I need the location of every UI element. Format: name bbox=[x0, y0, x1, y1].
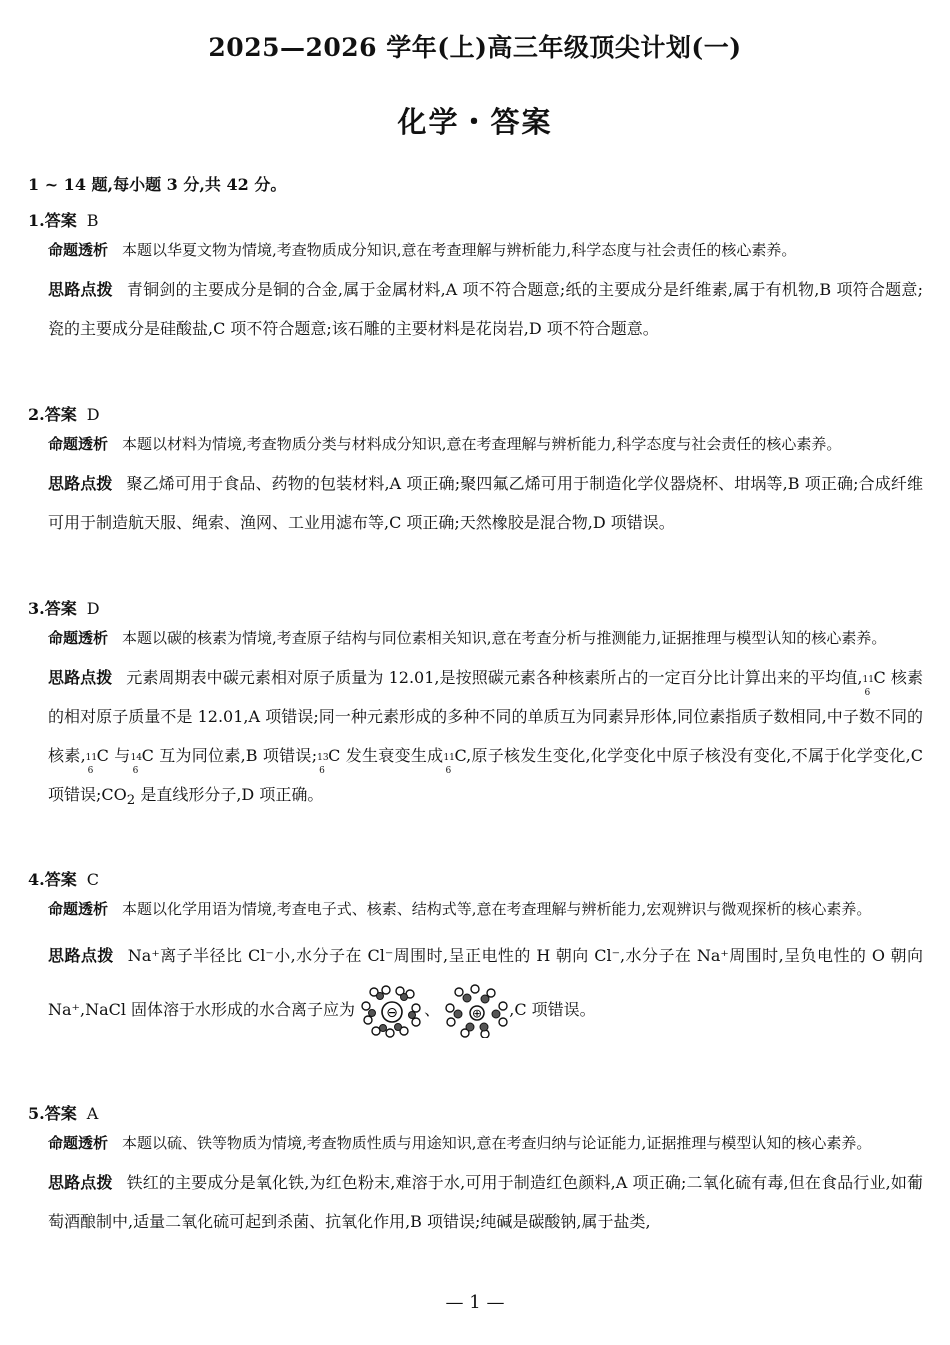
question-1 bbox=[28, 208, 923, 348]
svg-text:⊖: ⊖ bbox=[386, 1004, 399, 1021]
answer-label: 答案 bbox=[44, 1104, 77, 1123]
hint-paragraph bbox=[48, 270, 923, 348]
question-number: 1. bbox=[28, 211, 45, 230]
analysis-label: 命题透析 bbox=[48, 900, 109, 918]
hint-text-part: C,原子核发生变化,化学变化中原子核没有变化,不属于化学变化,C 项错误;CO bbox=[48, 746, 923, 804]
answer-value: C bbox=[86, 870, 99, 889]
hint-label: 思路点拨 bbox=[48, 280, 113, 299]
page-subtitle: 化学・答案 bbox=[397, 105, 553, 139]
answer-line bbox=[28, 1101, 923, 1124]
analysis-paragraph bbox=[48, 619, 923, 658]
question-number: 5. bbox=[28, 1104, 45, 1123]
isotope-symbol: 14 6 bbox=[130, 753, 143, 776]
co2-subscript: 2 bbox=[126, 793, 136, 809]
question-3 bbox=[28, 596, 923, 820]
hint-text-part: C 核素的相对原子质量不是 12.01,A 项错误;同一种元素形成的多种不同的单质互为同素异形体,同位素指质子数相同,中子数不同的核素, bbox=[48, 668, 923, 765]
hint-text-part: 、 bbox=[424, 1000, 441, 1019]
hint-text-part: C 发生衰变生成 bbox=[328, 746, 444, 765]
analysis-text: 本题以化学用语为情境,考查电子式、核素、结构式等,意在考查理解与辨析能力,宏观辨识与微观探析的核心素养。 bbox=[122, 900, 872, 918]
analysis-text: 本题以材料为情境,考查物质分类与材料成分知识,意在考查理解与辨析能力,科学态度与社会责任的核心素养。 bbox=[122, 435, 842, 453]
answer-value: B bbox=[86, 211, 99, 230]
hint-label: 思路点拨 bbox=[48, 668, 113, 687]
analysis-paragraph bbox=[48, 1124, 923, 1163]
hint-text: 铁红的主要成分是氧化铁,为红色粉末,难溶于水,可用于制造红色颜料,A 项正确;二氧化硫有毒,但在食品行业,如葡萄酒酿制中,适量二氧化硫可起到杀菌、抗氧化作用,B 项错误;纯碱是碳酸钠,属于盐类, bbox=[48, 1173, 923, 1231]
hint-text-part: 是直线形分子,D 项正确。 bbox=[140, 785, 324, 804]
hint-label: 思路点拨 bbox=[48, 946, 114, 965]
analysis-label: 命题透析 bbox=[48, 435, 109, 453]
answer-line bbox=[28, 402, 923, 425]
hint-paragraph bbox=[48, 929, 923, 1038]
analysis-paragraph bbox=[48, 425, 923, 464]
hint-text-part: ,C 项错误。 bbox=[509, 1000, 596, 1019]
answer-label: 答案 bbox=[44, 405, 77, 424]
hint-text-part: C 互为同位素,B 项错误; bbox=[141, 746, 318, 765]
analysis-paragraph bbox=[48, 231, 923, 270]
page-number: — 1 — bbox=[445, 1292, 505, 1313]
answer-value: A bbox=[86, 1104, 99, 1123]
question-5 bbox=[28, 1101, 923, 1241]
hint-text-part: Na⁺离子半径比 Cl⁻小,水分子在 Cl⁻周围时,呈正电性的 H 朝向 Cl⁻,水分子在 Na⁺周围时,呈负电性的 O 朝向 Na⁺,NaCl 固体溶于水形成的水合离子应为 bbox=[48, 946, 923, 1019]
question-number: 3. bbox=[28, 599, 45, 618]
isotope-symbol: 11 6 bbox=[443, 753, 455, 776]
hint-text: 聚乙烯可用于食品、药物的包装材料,A 项正确;聚四氟乙烯可用于制造化学仪器烧杯、坩埚等,B 项正确;合成纤维可用于制造航天服、绳索、渔网、工业用滤布等,C 项正确;天然橡胶是混合物,D 项错误。 bbox=[48, 474, 923, 532]
answer-label: 答案 bbox=[44, 211, 77, 230]
answer-line bbox=[28, 208, 923, 231]
answer-line bbox=[28, 596, 923, 619]
section-intro: 1 ~ 14 题,每小题 3 分,共 42 分。 bbox=[28, 175, 287, 194]
answer-line bbox=[28, 867, 923, 890]
hint-paragraph bbox=[48, 464, 923, 542]
hint-label: 思路点拨 bbox=[48, 1173, 113, 1192]
analysis-paragraph bbox=[48, 890, 923, 929]
hint-paragraph bbox=[48, 1163, 923, 1241]
analysis-text: 本题以硫、铁等物质为情境,考查物质性质与用途知识,意在考查归纳与论证能力,证据推理与模型认知的核心素养。 bbox=[122, 1134, 872, 1152]
analysis-text: 本题以碳的核素为情境,考查原子结构与同位素相关知识,意在考查分析与推测能力,证据推理与模型认知的核心素养。 bbox=[122, 629, 887, 647]
hint-paragraph bbox=[48, 658, 923, 820]
answer-value: D bbox=[86, 405, 100, 424]
hydrated-chloride-ion-figure bbox=[360, 984, 424, 1038]
question-2 bbox=[28, 402, 923, 542]
hint-text-part: C 与 bbox=[96, 746, 131, 765]
question-number: 2. bbox=[28, 405, 45, 424]
analysis-label: 命题透析 bbox=[48, 1134, 109, 1152]
answer-label: 答案 bbox=[44, 870, 77, 889]
isotope-symbol: 13 6 bbox=[317, 753, 329, 776]
isotope-symbol: 11 6 bbox=[85, 753, 98, 776]
question-number: 4. bbox=[28, 870, 45, 889]
hydrated-sodium-ion-figure bbox=[445, 984, 509, 1038]
analysis-text: 本题以华夏文物为情境,考查物质成分知识,意在考查理解与辨析能力,科学态度与社会责任的核心素养。 bbox=[122, 241, 797, 259]
analysis-label: 命题透析 bbox=[48, 629, 109, 647]
analysis-label: 命题透析 bbox=[48, 241, 109, 259]
hint-text-part: 元素周期表中碳元素相对原子质量为 12.01,是按照碳元素各种核素所占的一定百分比计算出来的平均值, bbox=[126, 668, 863, 687]
isotope-symbol: 11 6 bbox=[862, 675, 874, 698]
hint-text: 青铜剑的主要成分是铜的合金,属于金属材料,A 项不符合题意;纸的主要成分是纤维素,属于有机物,B 项符合题意;瓷的主要成分是硅酸盐,C 项不符合题意;该石雕的主要材料是花岗岩,D 项不符合题意。 bbox=[48, 280, 923, 338]
answer-label: 答案 bbox=[44, 599, 77, 618]
svg-text:⊕: ⊕ bbox=[472, 1006, 483, 1020]
hint-label: 思路点拨 bbox=[48, 474, 113, 493]
page-title: 2025—2026 学年(上)高三年级顶尖计划(一) bbox=[208, 33, 742, 62]
answer-value: D bbox=[86, 599, 100, 618]
question-4 bbox=[28, 867, 923, 1038]
